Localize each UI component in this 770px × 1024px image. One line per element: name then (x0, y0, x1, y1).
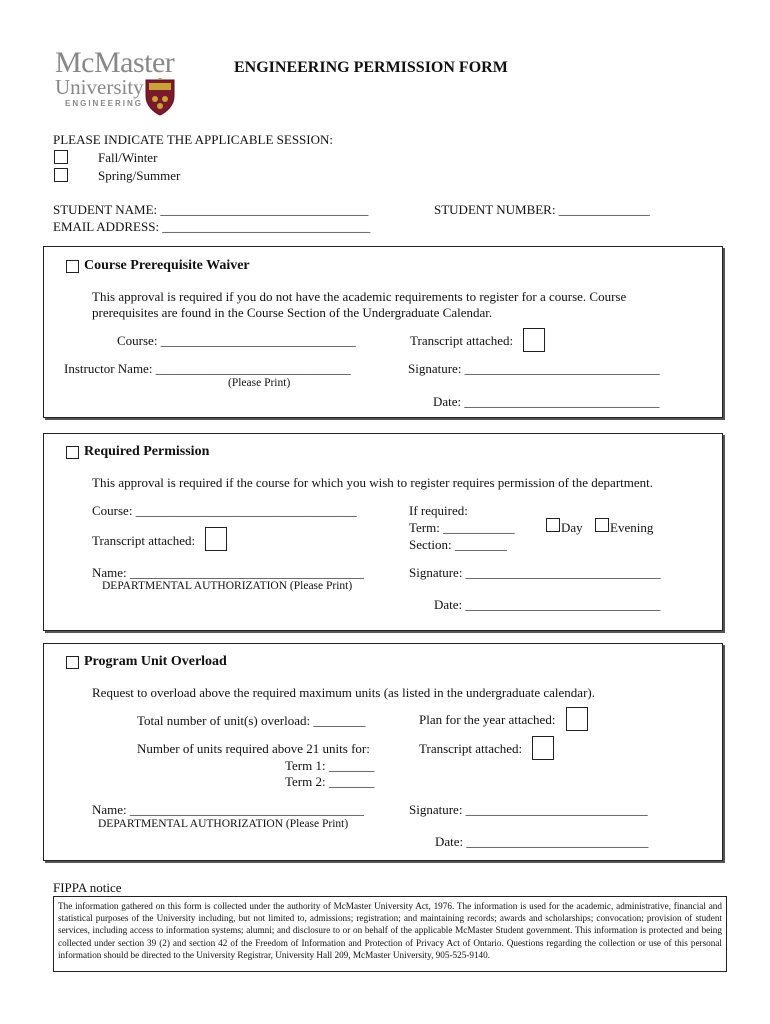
student-name-field[interactable]: STUDENT NAME: ________________________________ (53, 202, 369, 217)
evening-checkbox[interactable] (595, 518, 609, 532)
waiver-transcript-label: Transcript attached: (410, 333, 514, 348)
waiver-date-field[interactable]: Date: ______________________________ (433, 394, 660, 409)
units-required-label: Number of units required above 21 units for: (137, 741, 370, 756)
required-transcript-label: Transcript attached: (92, 533, 196, 548)
required-term-field[interactable]: Term: ___________ (409, 520, 515, 535)
overload-transcript-label: Transcript attached: (419, 741, 523, 756)
email-address-field[interactable]: EMAIL ADDRESS: ________________________________ (53, 219, 371, 234)
waiver-signature-field[interactable]: Signature: ______________________________ (408, 361, 660, 376)
term1-field[interactable]: Term 1: _______ (285, 758, 375, 773)
logo-wordmark-mcmaster: McMaster (55, 46, 175, 79)
overload-signature-field[interactable]: Signature: ____________________________ (409, 802, 648, 817)
waiver-description-line1: This approval is required if you do not have the academic requirements to register for a course. Course (92, 289, 627, 304)
student-number-field[interactable]: STUDENT NUMBER: ______________ (434, 202, 650, 217)
overload-date-field[interactable]: Date: ____________________________ (435, 834, 649, 849)
prerequisite-waiver-checkbox[interactable] (66, 260, 79, 273)
plan-attached-checkbox[interactable] (566, 707, 588, 731)
fippa-heading: FIPPA notice (53, 880, 122, 895)
day-checkbox[interactable] (546, 518, 560, 532)
fall-winter-checkbox[interactable] (54, 150, 68, 164)
term2-field[interactable]: Term 2: _______ (285, 774, 375, 789)
overload-dept-authorization-note: DEPARTMENTAL AUTHORIZATION (Please Print) (98, 818, 349, 830)
session-prompt: PLEASE INDICATE THE APPLICABLE SESSION: (53, 132, 334, 147)
waiver-please-print-note: (Please Print) (228, 377, 291, 389)
required-permission-title: Required Permission (84, 444, 210, 459)
plan-attached-label: Plan for the year attached: (419, 712, 556, 727)
required-dept-authorization-note: DEPARTMENTAL AUTHORIZATION (Please Print) (102, 580, 353, 592)
day-label: Day (561, 520, 583, 535)
instructor-name-field[interactable]: Instructor Name: ______________________________ (64, 361, 351, 376)
required-section-field[interactable]: Section: ________ (409, 537, 507, 552)
overload-name-field[interactable]: Name: ____________________________________ (92, 802, 364, 817)
required-permission-checkbox[interactable] (66, 446, 79, 459)
spring-summer-checkbox[interactable] (54, 168, 68, 182)
waiver-description-line2: prerequisites are found in the Course Section of the Undergraduate Calendar. (92, 305, 493, 320)
logo-wordmark-engineering: ENGINEERING (65, 99, 144, 108)
required-transcript-checkbox[interactable] (205, 527, 227, 551)
required-course-field[interactable]: Course: __________________________________ (92, 503, 357, 518)
overload-transcript-checkbox[interactable] (532, 736, 554, 760)
total-units-overload-field[interactable]: Total number of unit(s) overload: ________ (137, 713, 366, 728)
waiver-course-field[interactable]: Course: ______________________________ (117, 333, 356, 348)
program-overload-title: Program Unit Overload (84, 654, 227, 669)
fall-winter-label: Fall/Winter (98, 150, 158, 165)
required-name-field[interactable]: Name: ____________________________________ (92, 565, 364, 580)
required-signature-field[interactable]: Signature: ______________________________ (409, 565, 661, 580)
form-title: ENGINEERING PERMISSION FORM (234, 59, 508, 76)
required-date-field[interactable]: Date: ______________________________ (434, 597, 661, 612)
if-required-label: If required: (409, 503, 468, 518)
waiver-transcript-checkbox[interactable] (523, 328, 545, 352)
program-overload-checkbox[interactable] (66, 656, 79, 669)
crest-icon (144, 78, 176, 116)
evening-label: Evening (610, 520, 654, 535)
overload-description: Request to overload above the required maximum units (as listed in the undergraduate calendar). (92, 685, 595, 700)
spring-summer-label: Spring/Summer (98, 168, 181, 183)
prerequisite-waiver-title: Course Prerequisite Waiver (84, 258, 250, 273)
fippa-notice-text: The information gathered on this form is collected under the authority of McMaster University Act, 1976. The information is used for the academic, administrative, financial and statistical purposes of the University including, but not limited to, admissions; registration; and maintaining records; awards and scholarships; convocation; provision of student services, including access to information systems; alumni; and disclosure to or on behalf of the applicable McMaster Student government. This information is protected and being collected under section 39 (2) and section 42 of the Freedom of Information and Protection of Privacy Act of Ontario. Questions regarding the collection or use of this personal information should be directed to the University Registrar, University Hall 209, McMaster University, 905-525-9140. (53, 896, 727, 972)
required-permission-description: This approval is required if the course for which you wish to register requires permission of the department. (92, 475, 654, 490)
logo-wordmark-university: University (55, 75, 144, 99)
